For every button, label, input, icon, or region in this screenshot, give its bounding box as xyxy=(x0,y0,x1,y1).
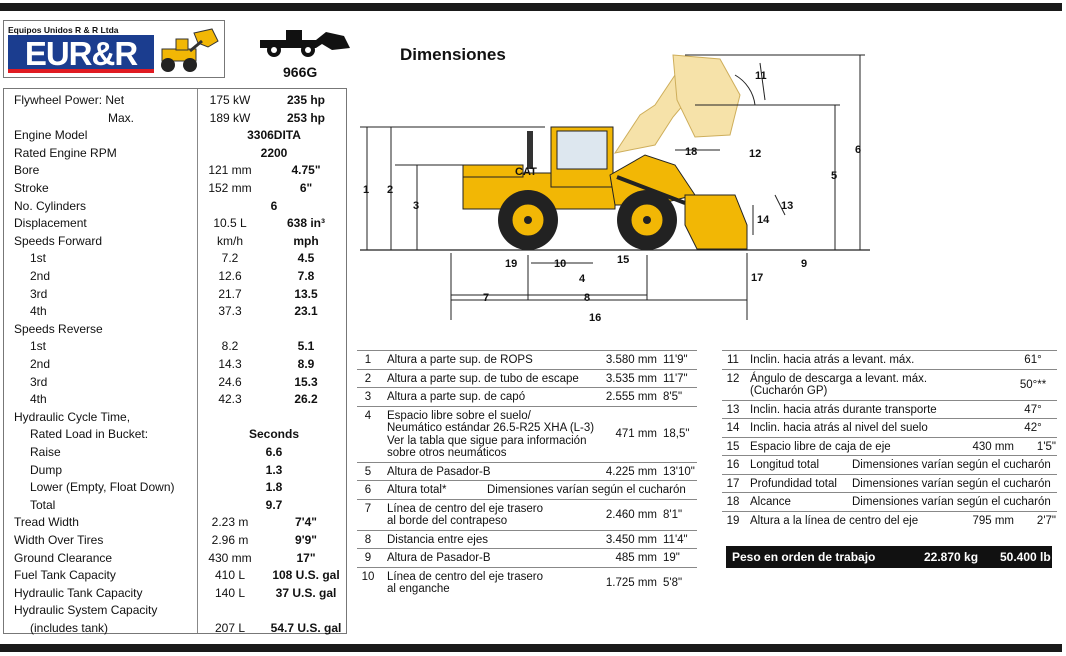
spec-metric: 42.3 xyxy=(218,392,242,407)
dimension-description: Altura a parte sup. de tubo de escape xyxy=(387,372,579,385)
dimension-description: Distancia entre ejes xyxy=(387,533,488,546)
dimension-metric: 3.580 mm xyxy=(605,354,657,366)
dimension-row xyxy=(357,462,697,479)
dimension-angle: 42° xyxy=(1024,422,1042,434)
dimension-english: 18,5" xyxy=(663,428,690,441)
spec-row xyxy=(4,144,346,162)
dimension-number: 8 xyxy=(364,533,372,546)
dimension-varies-note: Dimensiones varían según el cucharón xyxy=(852,477,1051,490)
spec-metric: 8.2 xyxy=(221,339,239,354)
spec-row xyxy=(4,425,346,443)
dimension-angle: 50°** xyxy=(1019,378,1047,391)
operating-weight-bar xyxy=(726,546,1052,568)
dimension-number: 10 xyxy=(361,570,375,583)
spec-row xyxy=(4,302,346,320)
spec-row xyxy=(4,355,346,373)
spec-label: Lower (Empty, Float Down) xyxy=(30,480,175,495)
spec-label: 2nd xyxy=(30,269,51,283)
dim-label-15: 15 xyxy=(617,254,630,266)
spec-label: Flywheel Power: Net xyxy=(14,93,125,107)
dimension-metric: 430 mm xyxy=(972,440,1014,453)
dimension-english: 11'4" xyxy=(663,533,688,546)
spec-row xyxy=(4,320,346,338)
dimension-metric: 4.225 mm xyxy=(605,465,657,478)
spec-row xyxy=(4,390,346,408)
spec-label: Rated Load in Bucket: xyxy=(30,427,149,442)
spec-value: 6.6 xyxy=(265,445,283,459)
dim-label-4: 4 xyxy=(579,273,586,285)
dimension-row xyxy=(357,530,697,547)
dimension-row xyxy=(722,474,1057,491)
spec-label: Hydraulic System Capacity xyxy=(14,603,158,618)
dimension-description: Altura total* xyxy=(387,484,447,496)
dimension-description: Altura a la línea de centro del eje xyxy=(750,514,919,527)
dimension-description: Inclin. hacia atrás durante transporte xyxy=(750,403,937,416)
dimension-metric: 2.555 mm xyxy=(605,391,657,403)
spec-english: 8.9 xyxy=(297,357,315,371)
dim-label-13: 13 xyxy=(781,200,794,212)
dim-label-1: 1 xyxy=(363,184,370,196)
dimension-description: Altura a parte sup. de capó xyxy=(387,391,526,403)
dimension-number: 5 xyxy=(364,465,372,478)
spec-english: mph xyxy=(293,233,319,248)
dimension-row xyxy=(722,492,1057,509)
dim-label-12: 12 xyxy=(749,148,762,160)
dimension-number: 11 xyxy=(727,354,739,366)
spec-label: No. Cylinders xyxy=(14,198,87,213)
spec-metric: 12.6 xyxy=(218,269,242,283)
dimension-description: Línea de centro del eje trasero xyxy=(387,502,543,515)
dim-label-6: 6 xyxy=(855,144,862,156)
loader-silhouette-icon xyxy=(256,22,352,58)
company-name: Equipos Unidos R & R Ltda xyxy=(8,25,119,35)
spec-metric: 2.23 m xyxy=(211,515,249,530)
dimension-metric: 485 mm xyxy=(615,552,657,564)
spec-label: 3rd xyxy=(30,286,48,301)
spec-metric: 10.5 L xyxy=(213,216,247,231)
dimension-description: Inclin. hacia atrás a levant. máx. xyxy=(750,354,915,366)
dimension-description: (Cucharón GP) xyxy=(750,385,828,397)
dimension-angle: 47° xyxy=(1024,403,1042,416)
dimension-row xyxy=(357,499,697,528)
dimension-row xyxy=(722,511,1057,528)
wheel-loader xyxy=(463,127,747,250)
dimension-varies-note: Dimensiones varían según el cucharón xyxy=(487,484,686,496)
spec-label: 2nd xyxy=(30,357,51,371)
dimension-metric: 3.450 mm xyxy=(605,533,657,546)
spec-label: Rated Engine RPM xyxy=(14,145,117,160)
spec-row xyxy=(4,584,346,602)
dimension-description: Longitud total xyxy=(750,459,820,471)
spec-metric: km/h xyxy=(216,233,243,248)
spec-row xyxy=(4,267,346,285)
spec-row xyxy=(4,91,346,109)
spec-row xyxy=(4,197,346,215)
spec-label: 3rd xyxy=(30,374,48,389)
spec-row xyxy=(4,179,346,197)
spec-metric: 152 mm xyxy=(208,181,252,195)
dimension-metric: 1.725 mm xyxy=(605,576,657,589)
spec-row xyxy=(4,408,346,426)
spec-metric: 21.7 xyxy=(218,286,242,301)
dimension-description: al enganche xyxy=(387,583,450,595)
dimension-description: Ver la tabla que sigue para información xyxy=(387,434,587,447)
spec-label: Width Over Tires xyxy=(14,533,104,547)
spec-metric: 410 L xyxy=(214,568,246,583)
loader-dimensions-diagram xyxy=(355,45,875,335)
spec-row xyxy=(4,249,346,267)
dimension-row xyxy=(722,418,1057,435)
spec-value: 1.8 xyxy=(265,480,283,495)
spec-metric: 175 kW xyxy=(209,93,251,107)
dimension-row xyxy=(357,350,697,367)
dimension-number: 14 xyxy=(726,422,740,434)
spec-row xyxy=(4,161,346,179)
logo-mark: EUR&R xyxy=(8,35,154,73)
dimension-number: 17 xyxy=(726,477,740,490)
dim-label-17: 17 xyxy=(751,272,764,284)
spec-english: 17" xyxy=(296,550,316,565)
dimension-row xyxy=(357,548,697,565)
dimension-description: Espacio libre sobre el suelo/ xyxy=(387,409,531,422)
dimension-number: 15 xyxy=(726,440,740,453)
spec-english: 7.8 xyxy=(297,269,315,283)
dimension-english: 13'10" xyxy=(663,465,695,478)
dimension-description: Neumático estándar 26.5-R25 XHA (L-3) xyxy=(387,422,595,434)
spec-metric: 37.3 xyxy=(218,304,242,319)
dim-label-3: 3 xyxy=(413,200,420,212)
spec-metric: 2.96 m xyxy=(211,533,249,547)
dimension-english: 8'5" xyxy=(663,391,683,403)
spec-value: 6 xyxy=(270,198,278,213)
spec-label: 1st xyxy=(30,251,47,266)
spec-row xyxy=(4,443,346,461)
dimension-row xyxy=(357,567,697,596)
front-wheel xyxy=(617,190,677,250)
spec-label: Max. xyxy=(108,110,135,125)
spec-english: 235 hp xyxy=(286,93,325,107)
dimension-row xyxy=(722,455,1057,472)
dimension-number: 9 xyxy=(364,552,372,564)
dimension-number: 16 xyxy=(726,459,740,471)
dimension-description: Espacio libre de caja de eje xyxy=(750,440,891,453)
dimensions-title: Dimensiones xyxy=(400,45,506,64)
dimension-english: 1'5" xyxy=(1036,440,1056,453)
dimension-english: 19" xyxy=(663,552,680,564)
operating-weight-metric: 22.870 kg xyxy=(924,550,979,564)
spec-english: 108 U.S. gal xyxy=(272,568,340,583)
spec-english: 4.75" xyxy=(291,163,321,178)
rear-wheel xyxy=(498,190,558,250)
dimension-row xyxy=(722,437,1057,454)
dimension-row xyxy=(722,369,1057,398)
spec-english: 13.5 xyxy=(294,286,318,301)
spec-metric: 24.6 xyxy=(218,374,242,389)
spec-metric: 207 L xyxy=(214,621,246,635)
spec-row xyxy=(4,478,346,496)
spec-english: 26.2 xyxy=(294,392,318,407)
spec-label: Engine Model xyxy=(14,128,88,143)
dimension-varies-note: Dimensiones varían según el cucharón xyxy=(852,459,1051,471)
spec-label: 4th xyxy=(30,304,47,319)
operating-weight-label: Peso en orden de trabajo xyxy=(732,550,876,564)
spec-row xyxy=(4,496,346,514)
dim-label-16: 16 xyxy=(589,312,602,324)
dimension-description: Inclin. hacia atrás al nivel del suelo xyxy=(750,422,928,434)
dimension-description: Línea de centro del eje trasero xyxy=(387,570,543,583)
spec-row xyxy=(4,285,346,303)
spec-label: Fuel Tank Capacity xyxy=(14,568,116,583)
spec-label: 4th xyxy=(30,392,47,407)
dimension-row xyxy=(357,387,697,404)
dim-label-7: 7 xyxy=(483,292,490,304)
spec-label: Hydraulic Cycle Time, xyxy=(14,409,131,424)
dimension-english: 8'1" xyxy=(663,508,683,521)
spec-row xyxy=(4,109,346,127)
spec-value: 1.3 xyxy=(265,462,283,477)
spec-metric: 189 kW xyxy=(209,110,251,125)
spec-label: Speeds Reverse xyxy=(14,321,103,336)
dim-label-14: 14 xyxy=(757,214,770,226)
dimension-number: 12 xyxy=(726,372,740,385)
dimension-number: 13 xyxy=(726,403,740,416)
dimension-row xyxy=(722,400,1057,417)
dim-label-5: 5 xyxy=(831,170,838,182)
dim-label-8: 8 xyxy=(584,292,591,304)
company-logo xyxy=(3,20,225,78)
spec-metric: 121 mm xyxy=(208,163,252,178)
spec-label: (includes tank) xyxy=(30,621,109,635)
spec-row xyxy=(4,126,346,144)
spec-english: 4.5 xyxy=(297,251,315,266)
dimension-row xyxy=(357,480,697,497)
spec-table xyxy=(3,88,347,634)
spec-row xyxy=(4,461,346,479)
dimension-description: Altura de Pasador-B xyxy=(387,552,491,564)
dimension-row xyxy=(357,406,697,460)
dimension-row xyxy=(722,350,1057,367)
spec-value: 3306DITA xyxy=(247,128,301,143)
spec-label: Total xyxy=(30,497,56,512)
spec-metric: 14.3 xyxy=(218,357,242,371)
dim-label-11: 11 xyxy=(755,70,767,82)
spec-label: Stroke xyxy=(14,181,49,195)
spec-row xyxy=(4,619,346,637)
dim-label-2: 2 xyxy=(387,184,394,196)
dimension-number: 6 xyxy=(364,484,372,496)
spec-row xyxy=(4,214,346,232)
dimension-number: 18 xyxy=(726,496,740,508)
dimension-description: Alcance xyxy=(750,496,791,508)
dim-label-10: 10 xyxy=(554,258,567,270)
spec-row xyxy=(4,566,346,584)
spec-english: 54.7 U.S. gal xyxy=(270,621,342,635)
spec-row xyxy=(4,601,346,619)
dimension-number: 1 xyxy=(364,354,372,366)
dimension-number: 19 xyxy=(726,514,740,527)
spec-english: 23.1 xyxy=(294,304,318,319)
dim-label-9: 9 xyxy=(801,258,808,270)
dimension-english: 2'7" xyxy=(1036,514,1056,527)
spec-english: 15.3 xyxy=(294,374,318,389)
dimension-metric: 3.535 mm xyxy=(605,372,657,385)
cat-logo: CAT xyxy=(515,166,537,178)
dimension-metric: 2.460 mm xyxy=(605,508,657,521)
dimension-description: al borde del contrapeso xyxy=(387,515,508,527)
spec-label: Tread Width xyxy=(14,515,79,530)
spec-english: 7'4" xyxy=(295,515,317,530)
spec-label: 1st xyxy=(30,339,47,354)
dimension-number: 3 xyxy=(364,391,372,403)
operating-weight-english: 50.400 lb xyxy=(1000,550,1051,564)
dimension-number: 2 xyxy=(364,372,372,385)
spec-english: 9'9" xyxy=(295,533,317,547)
dimension-row xyxy=(357,369,697,386)
spec-english: 253 hp xyxy=(286,110,325,125)
dim-label-18: 18 xyxy=(685,146,698,158)
raised-bucket-ghost xyxy=(615,55,740,153)
dimension-english: 5'8" xyxy=(663,576,683,589)
spec-value: 9.7 xyxy=(265,497,283,512)
spec-label: Hydraulic Tank Capacity xyxy=(14,585,143,600)
spec-english: 638 in³ xyxy=(286,216,325,231)
spec-label: Speeds Forward xyxy=(14,233,103,248)
bottom-rule xyxy=(0,644,1062,652)
spec-row xyxy=(4,337,346,355)
dimension-description: Altura a parte sup. de ROPS xyxy=(387,354,533,366)
dimension-number: 4 xyxy=(364,409,372,422)
spec-row xyxy=(4,513,346,531)
dimension-metric: 471 mm xyxy=(615,428,657,441)
dimension-number: 7 xyxy=(364,502,372,515)
spec-metric: 140 L xyxy=(214,585,246,600)
spec-label: Raise xyxy=(30,445,61,459)
spec-metric: 7.2 xyxy=(221,251,239,266)
top-rule xyxy=(0,3,1062,11)
wheel-loader-logo-icon xyxy=(154,27,224,75)
dimension-description: sobre otros neumáticos xyxy=(387,447,507,459)
model-number: 966G xyxy=(283,64,318,80)
spec-english: 5.1 xyxy=(297,339,315,354)
dimension-angle: 61° xyxy=(1024,354,1042,366)
dimension-english: 11'7" xyxy=(663,372,688,385)
spec-row xyxy=(4,549,346,567)
spec-row xyxy=(4,531,346,549)
spec-metric: 430 mm xyxy=(208,550,252,565)
spec-english: 6" xyxy=(299,181,313,195)
dimension-metric: 795 mm xyxy=(972,514,1014,527)
dim-label-19: 19 xyxy=(505,258,518,270)
spec-value: 2200 xyxy=(260,145,288,160)
spec-label: Displacement xyxy=(14,216,87,231)
dimension-english: 11'9" xyxy=(663,354,688,366)
dimension-description: Profundidad total xyxy=(750,477,837,490)
spec-label: Dump xyxy=(30,462,63,477)
spec-label: Ground Clearance xyxy=(14,550,113,565)
spec-value: Seconds xyxy=(248,427,299,442)
spec-label: Bore xyxy=(14,163,40,178)
spec-english: 37 U.S. gal xyxy=(275,585,337,600)
dimension-description: Ángulo de descarga a levant. máx. xyxy=(750,372,928,385)
spec-row xyxy=(4,232,346,250)
dimension-description: Altura de Pasador-B xyxy=(387,465,491,478)
dimension-varies-note: Dimensiones varían según el cucharón xyxy=(852,496,1051,508)
spec-row xyxy=(4,373,346,391)
